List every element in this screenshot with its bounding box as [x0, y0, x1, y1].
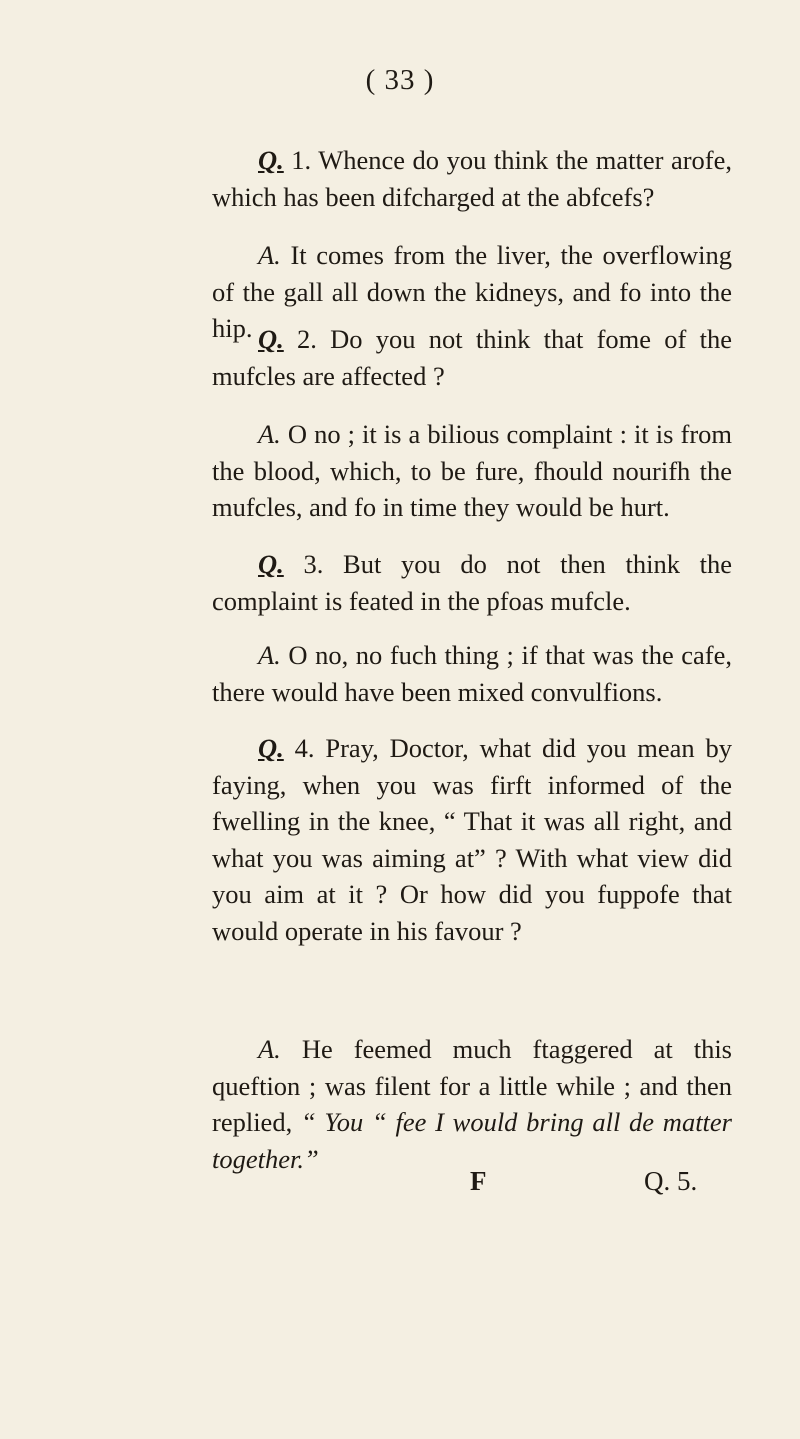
question-number: 2.: [297, 324, 317, 354]
answer-marker: A.: [258, 640, 281, 670]
question-marker: Q.: [258, 549, 284, 579]
question-text: Do you not think that fome of the mufcles are affected ?: [212, 324, 732, 391]
answer-3: [212, 637, 732, 710]
page-number: ( 33 ): [365, 64, 435, 96]
answer-marker: A.: [258, 240, 281, 270]
question-text: Pray, Doctor, what did you mean by faying, when you was firft informed of the fwelling in the knee, “ That it was all right, and what you was aiming at” ? With what view did you aim at it ? Or how did you fuppofe that would operate in his favour ?: [212, 733, 733, 946]
answer-quote: “ You “ fee I would bring all de matter together.”: [212, 1107, 732, 1174]
catchword: Q. 5.: [644, 1166, 698, 1196]
answer-2: [212, 416, 732, 526]
question-marker: Q.: [258, 145, 284, 175]
answer-marker: A.: [258, 419, 281, 449]
answer-text: He feemed much ftaggered at this queftion ; was filent for a little while ; and then replied,: [212, 1034, 732, 1137]
question-marker: Q.: [258, 733, 284, 763]
answer-text: It comes from the liver, the overflowing of the gall all down the kidneys, and fo into the hip.: [212, 240, 732, 343]
answer-4: [212, 1031, 732, 1177]
question-number: 1.: [291, 145, 312, 175]
question-number: 4.: [294, 733, 315, 763]
question-4: [212, 730, 732, 949]
answer-text: O no ; it is a bilious complaint : it is from the blood, which, to be fure, fhould nourifh the mufcles, and fo in time they would be hurt.: [212, 419, 733, 522]
question-text: Whence do you think the matter arofe, which has been difcharged at the abfcefs?: [212, 145, 732, 212]
signature-mark: F: [470, 1166, 487, 1196]
question-number: 3.: [303, 549, 324, 579]
question-text: But you do not then think the complaint is feated in the pfoas mufcle.: [212, 549, 733, 616]
question-1: [212, 142, 732, 215]
answer-marker: A.: [258, 1034, 281, 1064]
question-marker: Q.: [258, 324, 284, 354]
answer-text: O no, no fuch thing ; if that was the cafe, there would have been mixed convulfions.: [212, 640, 733, 707]
question-2: [212, 321, 732, 394]
question-3: [212, 546, 732, 619]
